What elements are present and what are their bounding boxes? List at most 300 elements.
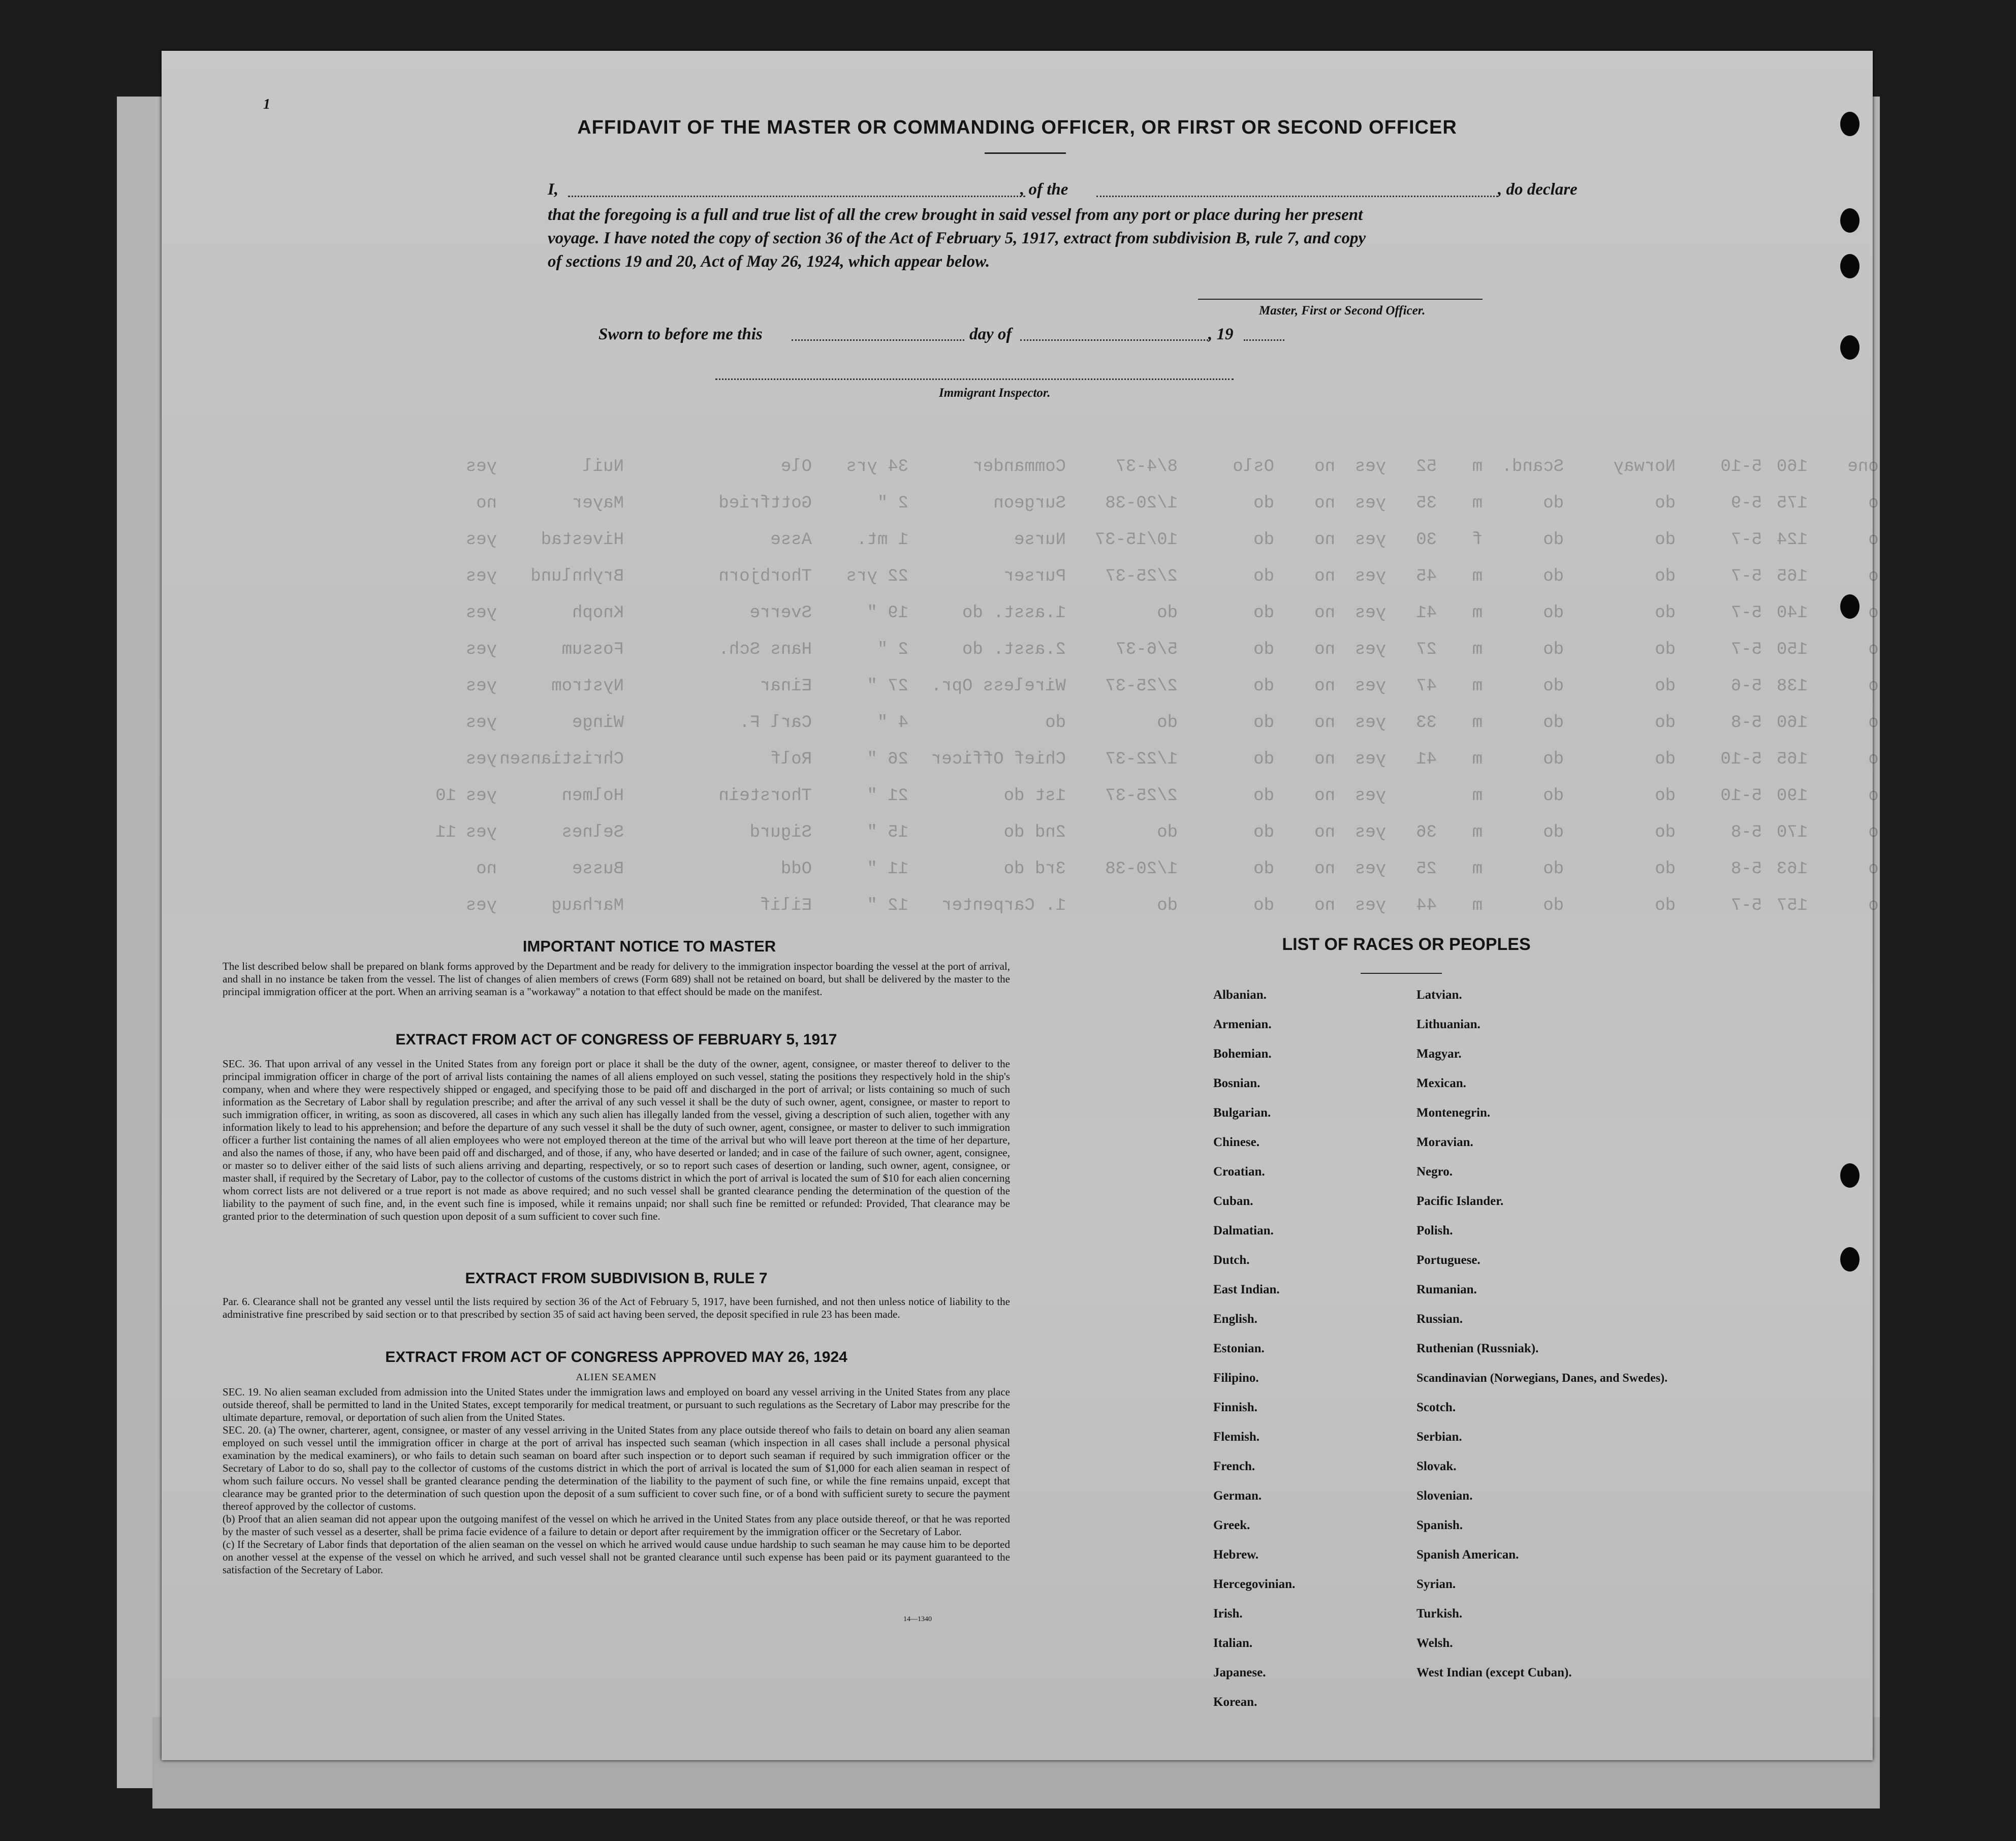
crew-cell-country: do [1655,823,1676,842]
signature-line [1198,299,1483,300]
race-item: Spanish. [1416,1518,1463,1532]
crew-cell-race: do [1543,896,1564,915]
crew-cell-lit2: yes [1354,713,1386,733]
crew-cell-yrs: 44 [1416,896,1437,915]
crew-cell-surname: Bryhnlund [530,567,624,586]
crew-cell-yn: yes [465,677,497,696]
crew-cell-yrs: 36 [1416,823,1437,842]
crew-cell-marks: do [1868,494,1889,513]
crew-cell-race: do [1543,567,1564,586]
crew-cell-surname: Selnes [561,823,624,842]
crew-cell-yn: yes [465,567,497,586]
crew-cell-yrs: 25 [1416,860,1437,879]
crew-cell-cap: Commander [972,457,1066,477]
crew-cell-ht: 5-6 [1730,677,1762,696]
crew-cell-age: 1 mt. [856,530,908,550]
crew-cell-given: Thorbjorn [718,567,812,586]
crew-cell-surname: Knoph [572,604,624,623]
crew-cell-country: do [1655,530,1676,550]
crew-cell-lit2: yes [1354,677,1386,696]
crew-cell-wt: 160 [1776,457,1808,477]
crew-cell-wt: 165 [1776,750,1808,769]
of-the-label: , of the [1020,180,1068,199]
crew-cell-cap: 1st do [1003,786,1066,806]
race-item: Dutch. [1213,1253,1250,1267]
crew-cell-surname: Marhaug [551,896,624,915]
crew-cell-wt: 138 [1776,677,1808,696]
year-prefix: , 19 [1208,325,1234,343]
crew-row-bleedthrough [436,604,1889,634]
crew-cell-given: Eilif [760,896,812,915]
race-item: Scotch. [1416,1401,1456,1414]
race-item: Magyar. [1416,1047,1462,1061]
race-item: Bohemian. [1213,1047,1272,1061]
binder-hole [1840,208,1860,233]
crew-cell-date: do [1157,713,1178,733]
races-column-1 [1213,988,1406,1725]
crew-cell-sex: m [1472,786,1483,806]
crew-cell-place: do [1253,786,1274,806]
crew-cell-ht: 5-10 [1720,457,1762,477]
name-blank [568,196,1025,197]
form-number: 14—1340 [903,1615,932,1623]
crew-cell-wt: 170 [1776,823,1808,842]
race-item: Russian. [1416,1312,1463,1326]
extract1917-text: SEC. 36. That upon arrival of any vessel in the United States from any foreign port or place it shall be the duty of the owner, agent, consignee, or master thereof to deliver to the principal immigration officer in charge of the port of arrival lists containing the names of all aliens employed on such vessel, stating the positions they respectively hold in the ship's company, when and where they were respectively shipped or engaged, and specifying those to be paid off and discharged in the port of arrival; or lists containing so much of such information as the Secretary of Labor shall by regulation prescribe; and after the arrival of any such vessel it shall be the duty of such owner, agent, consignee, or master to report to such immigration officer, in writing, as soon as discovered, all cases in which any such alien has illegally landed from the vessel, giving a description of such alien, together with any information likely to lead to his apprehension; and before the departure of any such vessel it shall be the duty of such owner, agent, consignee, or master to deliver to such immigration officer a further list containing the names of all alien employees who were not employed thereon at the time of the arrival but who will leave port thereon at the time of her departure, and also the names of those, if any, who have been paid off and discharged, and of those, if any, who have deserted or landed; and in case of the failure of such owner, agent, consignee, or master so to deliver either of the said lists of such aliens arriving and departing, respectively, or so to report such cases of desertion or landing, such owner, agent, consignee, or master shall, if required by the Secretary of Labor, pay to the collector of customs of the customs district in which the port of arrival is located the sum of $10 for each alien concerning whom correct lists are not delivered or a true report is not made as above required; and no such vessel shall be granted clearance pending the determination of the question of the liability to the payment of such fine, and, in the event such fine is imposed, while it remains unpaid; nor shall such fine be remitted or refunded: Provided, That clearance may be granted prior to the determination of such question upon deposit of a sum sufficient to cover such fine. [223,1058,1010,1222]
crew-cell-surname: Christiansen [499,750,624,769]
crew-cell-no: 10 [435,786,456,806]
crew-cell-race: Scand. [1501,457,1564,477]
crew-cell-marks: do [1868,640,1889,659]
crew-cell-age: 4 " [877,713,908,733]
crew-cell-sex: m [1472,823,1483,842]
crew-cell-lit2: yes [1354,530,1386,550]
crew-cell-ht: 5-10 [1720,786,1762,806]
crew-cell-lit2: yes [1354,823,1386,842]
crew-cell-date: do [1157,823,1178,842]
crew-cell-lit2: yes [1354,567,1386,586]
crew-cell-cap: 1. Carpenter [941,896,1066,915]
crew-cell-lit: no [1314,494,1335,513]
crew-cell-race: do [1543,860,1564,879]
crew-cell-date: 10/15-37 [1094,530,1178,550]
race-item: Pacific Islander. [1416,1194,1504,1208]
race-item: Turkish. [1416,1607,1463,1621]
affidavit-body-line1: that the foregoing is a full and true list of all the crew brought in said vessel from any port or place during her present [548,206,1363,224]
crew-cell-wt: 157 [1776,896,1808,915]
race-item: Cuban. [1213,1194,1253,1208]
crew-cell-lit2: yes [1354,604,1386,623]
crew-cell-given: Sverre [749,604,812,623]
crew-cell-ht: 5-7 [1730,640,1762,659]
crew-cell-marks: do [1868,677,1889,696]
sec19-text: SEC. 19. No alien seaman excluded from admission into the United States under the immigration laws and employed on board any vessel arriving in the United States from any place outside thereof, shall be permitted to land in the United States, except temporarily for medical treatment, or pursuant to such regulations as the Secretary of Labor may prescribe for the ultimate departure, removal, or deportation of such alien from the United States. [223,1386,1010,1423]
race-item: Hebrew. [1213,1548,1259,1562]
crew-cell-surname: Busse [572,860,624,879]
race-item: Bulgarian. [1213,1106,1271,1120]
crew-row-bleedthrough [436,896,1889,927]
crew-cell-age: 2 " [877,494,908,513]
crew-row-bleedthrough [436,860,1889,890]
crew-cell-lit: no [1314,677,1335,696]
crew-cell-lit: no [1314,896,1335,915]
crew-row-bleedthrough [436,640,1889,671]
crew-cell-surname: Winge [572,713,624,733]
crew-cell-sex: m [1472,677,1483,696]
crew-cell-date: do [1157,896,1178,915]
races-column-2 [1416,988,1701,1695]
crew-cell-marks: do [1868,750,1889,769]
subdivb-heading: EXTRACT FROM SUBDIVISION B, RULE 7 [465,1270,768,1287]
race-item: Scandinavian (Norwegians, Danes, and Swedes). [1416,1372,1668,1385]
race-item: Negro. [1416,1165,1453,1179]
extract1917-heading: EXTRACT FROM ACT OF CONGRESS OF FEBRUARY 5, 1917 [395,1031,837,1048]
crew-cell-ht: 5-7 [1730,530,1762,550]
crew-cell-country: do [1655,896,1676,915]
crew-cell-given: Einar [760,677,812,696]
crew-cell-place: do [1253,677,1274,696]
race-item: Korean. [1213,1695,1257,1709]
race-item: Polish. [1416,1224,1453,1237]
binder-hole [1840,1247,1860,1272]
crew-row-bleedthrough [436,567,1889,597]
crew-cell-marks: do [1868,713,1889,733]
crew-cell-no: 11 [435,823,456,842]
crew-cell-place: do [1253,530,1274,550]
crew-cell-lit: no [1314,750,1335,769]
crew-cell-lit: no [1314,713,1335,733]
race-item: Irish. [1213,1607,1243,1621]
crew-row-bleedthrough [436,713,1889,744]
crew-cell-given: Asse [770,530,812,550]
crew-cell-ht: 5-10 [1720,750,1762,769]
crew-row-bleedthrough [436,786,1889,817]
crew-cell-yn: no [476,860,497,879]
race-item: Lithuanian. [1416,1018,1480,1031]
crew-cell-surname: Holmen [561,786,624,806]
crew-cell-age: 11 " [867,860,908,879]
manifest-page [162,51,1889,1760]
race-item: Croatian. [1213,1165,1265,1179]
crew-cell-cap: 2.asst. do [962,640,1066,659]
vessel-blank [1096,196,1498,197]
crew-cell-given: Carl F. [739,713,812,733]
crew-cell-date: 1/22-37 [1105,750,1178,769]
crew-cell-yrs: 30 [1416,530,1437,550]
crew-cell-marks: do [1868,530,1889,550]
race-item: Slovak. [1416,1459,1457,1473]
crew-cell-lit2: yes [1354,457,1386,477]
binder-hole [1840,335,1860,360]
crew-row-bleedthrough [436,750,1889,780]
race-item: Dalmatian. [1213,1224,1274,1237]
race-item: Chinese. [1213,1135,1259,1149]
inspector-line [715,378,1234,380]
crew-cell-sex: m [1472,713,1483,733]
crew-cell-wt: 175 [1776,494,1808,513]
crew-cell-lit2: yes [1354,494,1386,513]
crew-cell-place: do [1253,823,1274,842]
crew-cell-ht: 5-7 [1730,567,1762,586]
crew-cell-age: 34 yrs [846,457,908,477]
race-item: French. [1213,1459,1255,1473]
year-blank [1244,339,1284,341]
crew-cell-yrs: 27 [1416,640,1437,659]
crew-cell-yn: yes [465,896,497,915]
crew-cell-surname: Nuil [582,457,624,477]
race-item: Spanish American. [1416,1548,1519,1562]
crew-cell-date: 2/25-37 [1105,786,1178,806]
crew-cell-yrs: 41 [1416,604,1437,623]
crew-cell-cap: Wireless Opr. [931,677,1066,696]
crew-cell-yrs: 41 [1416,750,1437,769]
crew-cell-yn: yes [465,823,497,842]
crew-cell-sex: m [1472,896,1483,915]
crew-cell-race: do [1543,604,1564,623]
race-item: Hercegovinian. [1213,1577,1296,1591]
crew-cell-marks: None [1847,457,1889,477]
crew-cell-given: Ole [780,457,812,477]
crew-cell-marks: do [1868,860,1889,879]
crew-cell-lit: no [1314,823,1335,842]
alien-seamen-subheading: ALIEN SEAMEN [576,1372,657,1383]
race-item: Bosnian. [1213,1076,1261,1090]
race-item: Estonian. [1213,1342,1265,1355]
race-item: Ruthenian (Russniak). [1416,1342,1539,1355]
crew-cell-yn: yes [465,713,497,733]
crew-cell-race: do [1543,823,1564,842]
crew-row-bleedthrough [436,530,1889,561]
crew-cell-wt: 150 [1776,640,1808,659]
crew-cell-yn: yes [465,750,497,769]
affidavit-title: AFFIDAVIT OF THE MASTER OR COMMANDING OFFICER, OR FIRST OR SECOND OFFICER [577,117,1457,138]
affidavit-body-line3: of sections 19 and 20, Act of May 26, 1924, which appear below. [548,252,990,271]
race-item: East Indian. [1213,1283,1280,1296]
race-item: English. [1213,1312,1257,1326]
race-item: Finnish. [1213,1401,1257,1414]
crew-cell-yn: yes [465,604,497,623]
crew-cell-yn: yes [465,786,497,806]
crew-cell-lit: no [1314,567,1335,586]
crew-cell-age: 22 yrs [846,567,908,586]
crew-row-bleedthrough [436,457,1889,488]
crew-cell-date: 1/20-38 [1105,860,1178,879]
race-item: Portuguese. [1416,1253,1480,1267]
crew-cell-yn: yes [465,530,497,550]
crew-cell-ht: 5-8 [1730,713,1762,733]
crew-cell-surname: Hivestad [541,530,624,550]
crew-row-bleedthrough [436,677,1889,707]
crew-cell-given: Odd [780,860,812,879]
crew-cell-age: 15 " [867,823,908,842]
crew-cell-race: do [1543,530,1564,550]
crew-cell-cap: Surgeon [993,494,1066,513]
crew-cell-lit: no [1314,640,1335,659]
race-item: Mexican. [1416,1076,1466,1090]
crew-cell-race: do [1543,786,1564,806]
crew-cell-age: 27 " [867,677,908,696]
crew-cell-lit2: yes [1354,750,1386,769]
crew-cell-country: Norway [1613,457,1676,477]
crew-cell-yrs: 52 [1416,457,1437,477]
crew-cell-place: do [1253,750,1274,769]
crew-cell-yrs: 45 [1416,567,1437,586]
crew-cell-sex: m [1472,494,1483,513]
crew-cell-cap: 2nd do [1003,823,1066,842]
signature-caption: Master, First or Second Officer. [1259,304,1426,318]
crew-cell-ht: 5-7 [1730,896,1762,915]
crew-cell-sex: m [1472,750,1483,769]
race-item: Japanese. [1213,1666,1266,1679]
crew-cell-race: do [1543,713,1564,733]
crew-cell-lit2: yes [1354,640,1386,659]
crew-cell-date: do [1157,604,1178,623]
crew-row-bleedthrough [436,494,1889,524]
affidavit-body-line2: voyage. I have noted the copy of section 36 of the Act of February 5, 1917, extract from subdivision B, rule 7, and copy [548,229,1366,247]
crew-cell-wt: 140 [1776,604,1808,623]
crew-cell-sex: m [1472,640,1483,659]
crew-cell-marks: do [1868,567,1889,586]
crew-cell-marks: do [1868,896,1889,915]
crew-cell-place: Oslo [1233,457,1274,477]
crew-cell-cap: Chief Officer [931,750,1066,769]
race-item: Welsh. [1416,1636,1453,1650]
crew-cell-sex: m [1472,604,1483,623]
crew-cell-yn: yes [465,640,497,659]
race-item: Serbian. [1416,1430,1462,1444]
crew-cell-age: 2 " [877,640,908,659]
crew-cell-lit: no [1314,604,1335,623]
crew-cell-wt: 124 [1776,530,1808,550]
crew-cell-sex: m [1472,567,1483,586]
crew-cell-country: do [1655,640,1676,659]
crew-cell-given: Thorstein [718,786,812,806]
subdivb-text: Par. 6. Clearance shall not be granted any vessel until the lists required by section 36 of the Act of February 5, 1917, have been furnished, and not then unless notice of liability to the administrative fine prescribed by said section or to that prescribed by section 35 of said act having been served, the deposit specified in rule 23 has been made. [223,1295,1010,1320]
crew-cell-wt: 165 [1776,567,1808,586]
crew-cell-country: do [1655,713,1676,733]
crew-cell-date: 2/25-37 [1105,567,1178,586]
crew-cell-country: do [1655,786,1676,806]
month-blank [1020,339,1208,341]
crew-cell-yn: no [476,494,497,513]
crew-cell-date: 1/20-38 [1105,494,1178,513]
crew-cell-lit2: yes [1354,896,1386,915]
crew-cell-age: 12 " [867,896,908,915]
race-item: Italian. [1213,1636,1253,1650]
crew-cell-sex: m [1472,457,1483,477]
crew-cell-date: 2/25-37 [1105,677,1178,696]
crew-cell-ht: 5-9 [1730,494,1762,513]
crew-cell-country: do [1655,604,1676,623]
race-item: West Indian (except Cuban). [1416,1666,1572,1679]
crew-cell-wt: 163 [1776,860,1808,879]
crew-cell-race: do [1543,750,1564,769]
races-rule [1361,973,1442,974]
binder-hole [1840,1163,1860,1188]
sec20b-text: (b) Proof that an alien seaman did not appear upon the outgoing manifest of the vessel on which he arrived in the United States from any place outside thereof, or that he was reported by the master of such vessel as a deserter, shall be prima facie evidence of a failure to detain or deport after requirement by the immigration officer or the Secretary of Labor. [223,1513,1010,1538]
crew-cell-given: Sigurd [749,823,812,842]
crew-cell-place: do [1253,860,1274,879]
crew-cell-cap: 3rd do [1003,860,1066,879]
crew-cell-age: 26 " [867,750,908,769]
crew-cell-lit: no [1314,530,1335,550]
crew-cell-ht: 5-8 [1730,823,1762,842]
crew-cell-cap: Purser [1003,567,1066,586]
extract1924-heading: EXTRACT FROM ACT OF CONGRESS APPROVED MAY 26, 1924 [385,1349,847,1366]
crew-cell-race: do [1543,494,1564,513]
margin-mark: 1 [263,97,270,112]
crew-cell-lit2: yes [1354,786,1386,806]
notice-heading: IMPORTANT NOTICE TO MASTER [522,937,776,955]
crew-cell-lit2: yes [1354,860,1386,879]
crew-cell-cap: do [1045,713,1066,733]
day-blank [792,339,964,341]
crew-cell-date: 5/6-37 [1115,640,1178,659]
binder-hole [1840,254,1860,278]
crew-cell-wt: 190 [1776,786,1808,806]
crew-cell-age: 21 " [867,786,908,806]
crew-cell-marks: do [1868,786,1889,806]
title-rule [985,152,1066,154]
race-item: Syrian. [1416,1577,1456,1591]
sworn-label: Sworn to before me this [598,325,763,343]
crew-cell-country: do [1655,860,1676,879]
race-item: Slovenian. [1416,1489,1473,1503]
crew-cell-yrs: 35 [1416,494,1437,513]
crew-cell-cap: 1.asst. do [962,604,1066,623]
crew-cell-wt: 160 [1776,713,1808,733]
crew-cell-country: do [1655,677,1676,696]
crew-cell-surname: Mayer [572,494,624,513]
race-item: Rumanian. [1416,1283,1477,1296]
notice-text: The list described below shall be prepared on blank forms approved by the Department and be ready for delivery to the immigration inspector boarding the vessel at the port of arrival, and shall in no instance be taken from the vessel. The list of changes of alien members of crews (Form 689) shall not be retained on board, but shall be delivered by the master to the principal immigration officer at the port. When an arriving seaman is a "workaway" a notation to that effect should be made on the manifest. [223,960,1010,998]
crew-cell-cap: Nurse [1014,530,1066,550]
crew-cell-ht: 5-8 [1730,860,1762,879]
crew-cell-given: Rolf [770,750,812,769]
crew-cell-place: do [1253,567,1274,586]
race-item: Montenegrin. [1416,1106,1491,1120]
crew-cell-country: do [1655,567,1676,586]
crew-cell-given: Hans Sch. [718,640,812,659]
day-of-label: day of [969,325,1012,343]
race-item: Flemish. [1213,1430,1259,1444]
do-declare-label: , do declare [1498,180,1578,199]
crew-cell-yrs: 33 [1416,713,1437,733]
crew-cell-country: do [1655,750,1676,769]
race-item: Latvian. [1416,988,1462,1002]
sec20a-text: SEC. 20. (a) The owner, charterer, agent, consignee, or master of any vessel arriving in the United States from any place outside thereof who fails to detain on board any alien seaman employed on such vessel until the immigration officer in charge at the port of arrival has inspected such seaman (which inspection in all cases shall include a personal physical examination by the medical examiners), or who fails to detain such seaman on board after such inspection or to deport such seaman if required by such immigration officer or the Secretary of Labor to do so, shall pay to the collector of customs of the customs district in which the port of arrival is located the sum of $1,000 for each alien seaman in respect of whom such failure occurs. No vessel shall be granted clearance pending the determination of the liability to the payment of such fine, or while the fine remains unpaid, except that clearance may be granted prior to the determination of such question upon the deposit of a sum sufficient to cover such fine, or of a bond with sufficient surety to secure the payment thereof approved by the collector of customs. [223,1424,1010,1512]
race-item: Greek. [1213,1518,1250,1532]
crew-cell-yrs: 47 [1416,677,1437,696]
crew-cell-age: 19 " [867,604,908,623]
crew-cell-date: 8/4-37 [1115,457,1178,477]
race-item: Filipino. [1213,1371,1259,1385]
sec20c-text: (c) If the Secretary of Labor finds that deportation of the alien seaman on the vessel on which he arrived would cause undue hardship to such seaman he may cause him to be deported on another vessel at the expense of the vessel on which he arrived, and such vessel shall not be granted clearance until such expense has been paid or its payment guaranteed to the satisfaction of the Secretary of Labor. [223,1538,1010,1576]
race-item: Moravian. [1416,1135,1473,1149]
crew-cell-sex: f [1472,530,1483,550]
race-item: Armenian. [1213,1018,1272,1031]
crew-cell-marks: do [1868,604,1889,623]
inspector-caption: Immigrant Inspector. [939,386,1051,400]
crew-cell-surname: Nystrom [551,677,624,696]
crew-cell-place: do [1253,640,1274,659]
crew-cell-race: do [1543,677,1564,696]
crew-cell-marks: do [1868,823,1889,842]
crew-cell-surname: Fossum [561,640,624,659]
crew-cell-place: do [1253,604,1274,623]
crew-cell-lit: no [1314,786,1335,806]
crew-cell-sex: m [1472,860,1483,879]
